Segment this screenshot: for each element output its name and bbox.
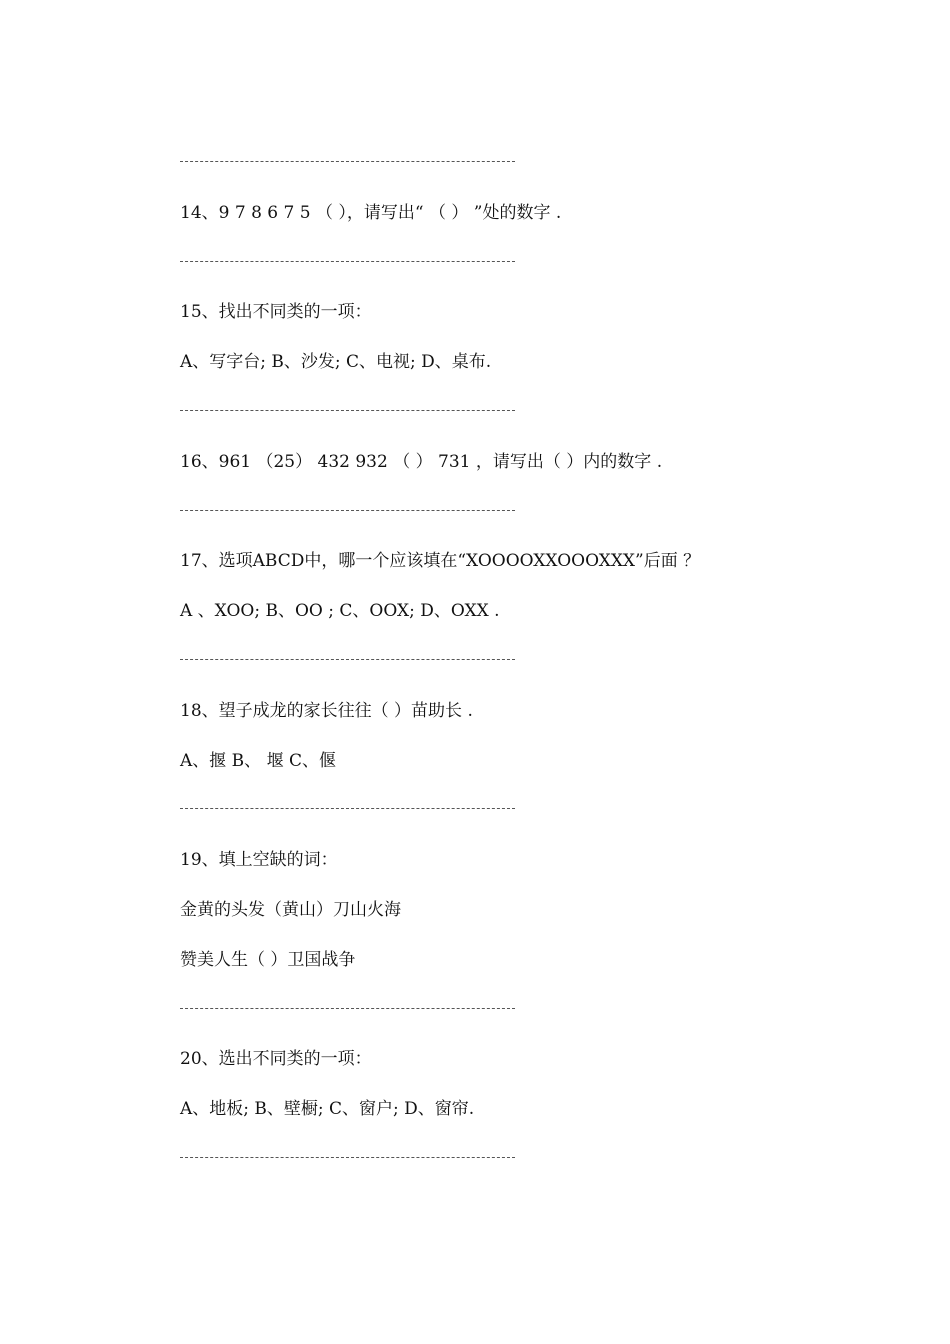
separator-line (180, 510, 515, 511)
question-20-options: A、地板; B、壁橱; C、窗户; D、窗帘. (180, 1099, 475, 1119)
question-18-text: 18、望子成龙的家长往往（ ）苗助长 . (180, 701, 473, 721)
separator-line (180, 261, 515, 262)
question-16-text: 16、961 （25） 432 932 （ ） 731 ，请写出（ ）内的数字 . (180, 452, 663, 472)
question-15-text: 15、找出不同类的一项： (180, 302, 372, 322)
separator-line (180, 659, 515, 660)
question-17-text: 17、选项ABCD中，哪一个应该填在“XOOOOXXOOOXXX”后面 ？ (180, 551, 701, 571)
separator-line (180, 1008, 515, 1009)
separator-line (180, 1157, 515, 1158)
separator-line (180, 410, 515, 411)
separator-line (180, 161, 515, 162)
question-14-text: 14、9 7 8 6 7 5 （ ），请写出“ （ ） ”处的数字 . (180, 203, 562, 223)
question-15-options: A、写字台; B、沙发; C、电视; D、桌布. (180, 352, 492, 372)
question-19-text: 19、填上空缺的词： (180, 850, 338, 870)
question-19-example: 金黄的头发（黄山）刀山火海 (180, 900, 401, 920)
question-18-options: A、揠 B、 堰 C、偃 (180, 751, 336, 771)
question-17-options: A 、XOO; B、OO ; C、OOX; D、OXX . (180, 601, 500, 621)
question-20-text: 20、选出不同类的一项： (180, 1049, 372, 1069)
separator-line (180, 808, 515, 809)
question-19-blank: 赞美人生（ ）卫国战争 (180, 950, 356, 970)
